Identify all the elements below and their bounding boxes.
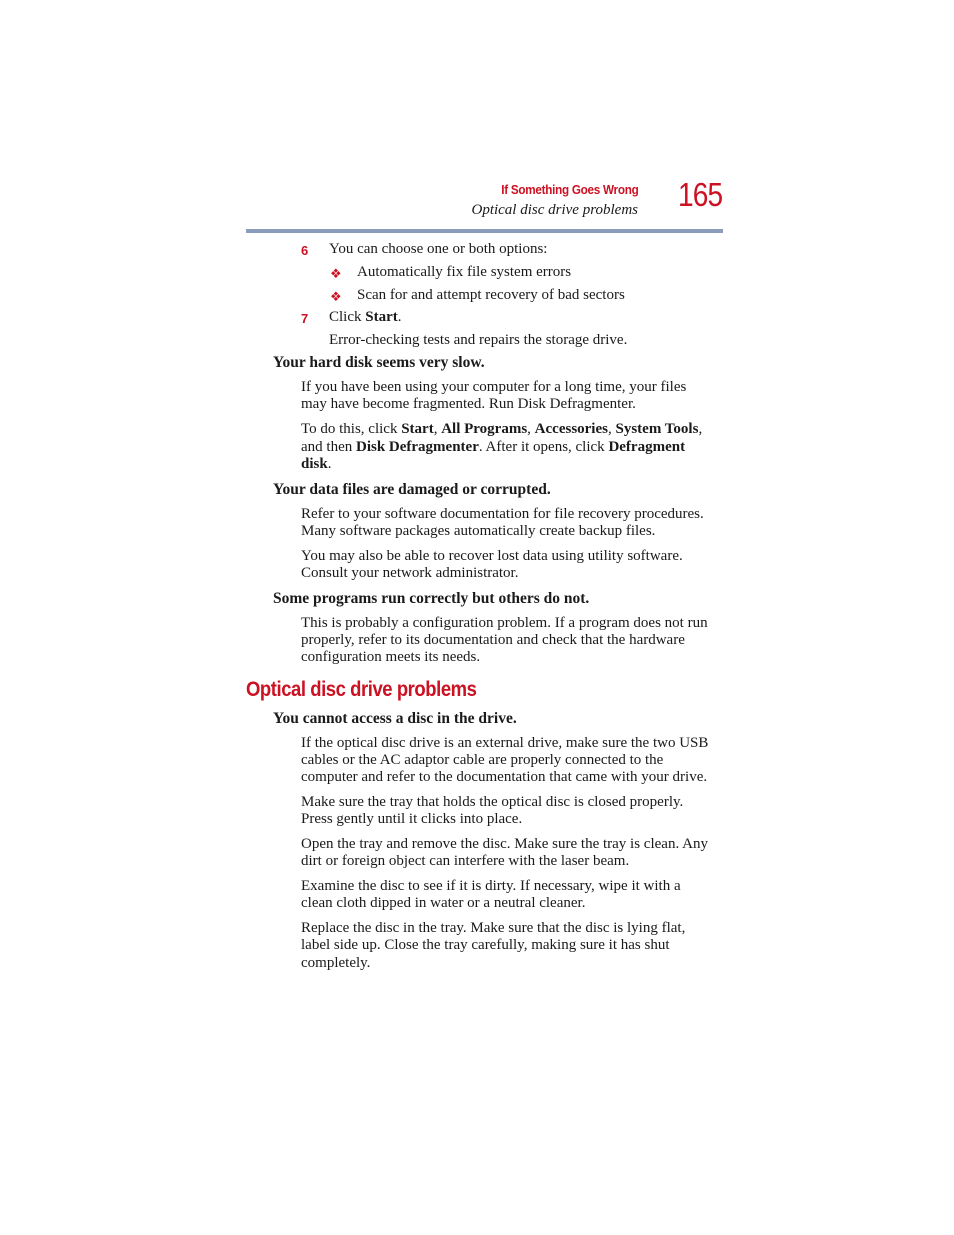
running-header-section: Optical disc drive problems: [471, 202, 638, 218]
paragraph-line: To do this, click Start, All Programs, Accessories, System Tools,: [301, 421, 703, 437]
issue-heading-damaged: Your data files are damaged or corrupted.: [273, 481, 551, 498]
step-text: You can choose one or both options:: [329, 241, 548, 257]
paragraph-line: Press gently until it clicks into place.: [301, 811, 523, 827]
step-result: Error-checking tests and repairs the storage drive.: [329, 332, 628, 348]
paragraph-line: Open the tray and remove the disc. Make sure the tray is clean. Any: [301, 836, 708, 852]
paragraph-line: label side up. Close the tray carefully, making sure it has shut: [301, 937, 670, 953]
step-number: 6: [301, 243, 309, 258]
paragraph-line: clean cloth dipped in water or a neutral cleaner.: [301, 895, 586, 911]
paragraph-line: computer and refer to the documentation that came with your drive.: [301, 769, 708, 785]
option-item: Automatically fix file system errors: [357, 264, 572, 280]
bullet-icon: ❖: [330, 266, 342, 281]
paragraph-line: If the optical disc drive is an external drive, make sure the two USB: [301, 735, 709, 751]
issue-heading-disc: You cannot access a disc in the drive.: [273, 710, 517, 727]
step-number: 7: [301, 311, 309, 326]
ui-term-start: Start: [365, 309, 398, 325]
header-rule: [246, 229, 723, 233]
paragraph-line: properly, refer to its documentation and check that the hardware: [301, 632, 685, 648]
paragraph-line: This is probably a configuration problem. If a program does not run: [301, 615, 708, 631]
paragraph-line: completely.: [301, 955, 371, 971]
option-item: Scan for and attempt recovery of bad sectors: [357, 287, 625, 303]
bullet-icon: ❖: [330, 289, 342, 304]
paragraph-line: Make sure the tray that holds the optical disc is closed properly.: [301, 794, 684, 810]
paragraph-line: cables or the AC adaptor cable are properly connected to the: [301, 752, 664, 768]
step-text: Click Start.: [329, 309, 402, 325]
paragraph-line: dirt or foreign object can interfere with the laser beam.: [301, 853, 630, 869]
paragraph-line: Many software packages automatically create backup files.: [301, 523, 656, 539]
paragraph-line: configuration meets its needs.: [301, 649, 481, 665]
running-header-chapter: If Something Goes Wrong: [500, 182, 638, 197]
paragraph-line: Consult your network administrator.: [301, 565, 519, 581]
paragraph-line: and then Disk Defragmenter. After it opens, click Defragment: [301, 439, 686, 455]
paragraph-line: Replace the disc in the tray. Make sure that the disc is lying flat,: [301, 920, 686, 936]
paragraph-line: You may also be able to recover lost data using utility software.: [301, 548, 683, 564]
paragraph-line: Examine the disc to see if it is dirty. If necessary, wipe it with a: [301, 878, 681, 894]
page-number: 165: [678, 176, 723, 213]
section-heading: Optical disc drive problems: [246, 678, 477, 701]
paragraph-line: Refer to your software documentation for file recovery procedures.: [301, 506, 704, 522]
paragraph-line: disk.: [301, 456, 332, 472]
paragraph-line: If you have been using your computer for a long time, your files: [301, 379, 687, 395]
paragraph-line: may have become fragmented. Run Disk Defragmenter.: [301, 396, 636, 412]
issue-heading-slow: Your hard disk seems very slow.: [273, 354, 485, 371]
issue-heading-programs: Some programs run correctly but others do not.: [273, 590, 590, 607]
